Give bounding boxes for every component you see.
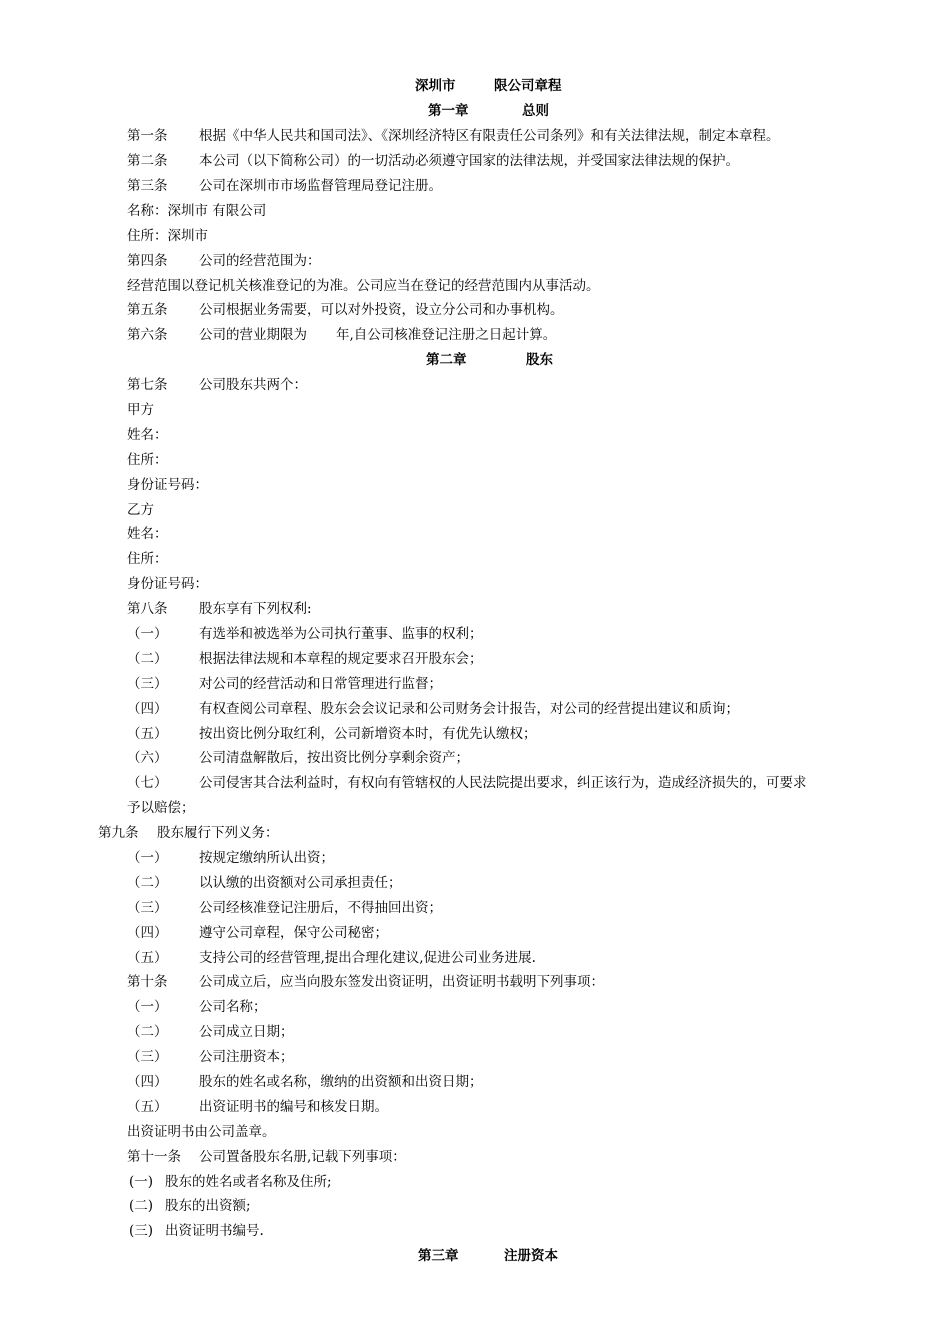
article-text: 本公司（以下简称公司）的一切活动必须遵守国家的法律法规，并受国家法律法规的保护。 [199,153,739,169]
party-a-address [0,448,950,473]
article-number: 第三条 [127,178,168,194]
list-item [0,1020,950,1045]
party-b-name-text: 姓名： [127,526,168,542]
list-item [0,771,950,796]
item-text: 公司侵害其合法利益时，有权向有管辖权的人民法院提出要求，纠正该行为，造成经济损失的，可要求 [199,775,807,791]
item-text: 有权查阅公司章程、股东会会议记录和公司财务会计报告，对公司的经营提出建议和质询； [199,701,739,717]
item-text: 有选举和被选举为公司执行董事、监事的权利； [199,626,483,642]
article-6 [0,323,950,348]
list-item [0,946,950,971]
list-item [0,746,950,771]
article-number: 第十一条 [127,1149,181,1165]
party-b-label [0,498,950,523]
item-text: 股东的出资额; [165,1198,251,1214]
item-text: 出资证明书的编号和核发日期。 [199,1099,388,1115]
title-left: 深圳市 [415,78,456,94]
item-number: (一) [129,1174,154,1190]
item-number: （五） [127,950,168,966]
party-a-text: 甲方 [127,402,154,418]
article-number: 第七条 [127,377,168,393]
company-name-text: 名称：深圳市 有限公司 [127,203,267,219]
list-item [0,1194,950,1219]
list-item [0,921,950,946]
list-item [0,647,950,672]
chapter-3-heading [0,1244,950,1269]
chapter-name: 股东 [526,352,553,368]
article-8 [0,597,950,622]
item-text: 遵守公司章程，保守公司秘密； [199,925,388,941]
chapter-2-heading [0,348,950,373]
item-number: （四） [127,1074,168,1090]
party-b-address-text: 住所： [127,551,168,567]
list-item [0,896,950,921]
item-text: 股东的姓名或者名称及住所; [165,1174,332,1190]
article-7 [0,373,950,398]
item-text: 按规定缴纳所认出资； [199,850,334,866]
seal-text: 出资证明书由公司盖章。 [127,1124,276,1140]
party-b-name [0,522,950,547]
article-number: 第六条 [127,327,168,343]
party-b-id-text: 身份证号码： [127,576,208,592]
business-scope-line [0,274,950,299]
title-right: 限公司章程 [494,78,562,94]
list-item [0,1219,950,1244]
item-text: 股东的姓名或名称，缴纳的出资额和出资日期； [199,1074,483,1090]
item-number: （四） [127,701,168,717]
article-5 [0,298,950,323]
item-number: （二） [127,875,168,891]
chapter-name: 总则 [522,103,549,119]
party-b-text: 乙方 [127,502,154,518]
item-number: （一） [127,999,168,1015]
article-3 [0,174,950,199]
list-item [0,871,950,896]
business-scope-text: 经营范围以登记机关核准登记的为准。公司应当在登记的经营范围内从事活动。 [127,278,600,294]
list-item [0,995,950,1020]
article-number: 第十条 [127,974,168,990]
list-item [0,622,950,647]
item-text: 公司成立日期； [199,1024,294,1040]
item-text: 以认缴的出资额对公司承担责任； [199,875,402,891]
company-address-line [0,224,950,249]
article-text: 根据《中华人民共和国司法》、《深圳经济特区有限责任公司条列》和有关法律法规，制定本章程。 [199,128,780,144]
seal-line [0,1120,950,1145]
list-item [0,1095,950,1120]
item-number: （五） [127,1099,168,1115]
item-number: （一） [127,626,168,642]
article-2 [0,149,950,174]
article-number: 第一条 [127,128,168,144]
article-text: 股东履行下列义务： [157,825,279,841]
party-a-name [0,423,950,448]
item-number: (二) [129,1198,154,1214]
article-text: 公司在深圳市市场监督管理局登记注册。 [199,178,442,194]
article-text: 公司的经营范围为： [199,253,321,269]
document-title [0,74,950,99]
article-10 [0,970,950,995]
article-11 [0,1145,950,1170]
article-number: 第八条 [127,601,168,617]
item-number: （三） [127,1049,168,1065]
list-item-continuation [0,796,950,821]
party-a-name-text: 姓名： [127,427,168,443]
article-number: 第五条 [127,302,168,318]
article-number: 第四条 [127,253,168,269]
article-1 [0,124,950,149]
party-b-address [0,547,950,572]
item-text: 公司经核准登记注册后，不得抽回出资； [199,900,442,916]
item-text: 对公司的经营活动和日常管理进行监督； [199,676,442,692]
item-text: 支持公司的经营管理,提出合理化建议,促进公司业务进展. [199,950,536,966]
party-a-id-text: 身份证号码： [127,477,208,493]
chapter-1-heading [0,99,950,124]
item-number: （二） [127,1024,168,1040]
item-text: 按出资比例分取红利，公司新增资本时，有优先认缴权； [199,726,537,742]
list-item [0,1170,950,1195]
item-text: 出资证明书编号. [165,1223,264,1239]
list-item [0,697,950,722]
party-b-id [0,572,950,597]
item-text: 公司清盘解散后，按出资比例分享剩余资产； [199,750,469,766]
item-text: 公司名称； [199,999,267,1015]
article-text: 公司股东共两个： [199,377,307,393]
article-number: 第二条 [127,153,168,169]
item-number: （五） [127,726,168,742]
article-text: 公司成立后，应当向股东签发出资证明，出资证明书载明下列事项： [199,974,604,990]
chapter-number: 第三章 [418,1248,459,1264]
chapter-number: 第二章 [426,352,467,368]
article-9 [0,821,950,846]
continuation-text: 予以赔偿； [127,800,195,816]
article-text-pre: 公司的营业期限为 [199,327,307,343]
party-a-label [0,398,950,423]
chapter-number: 第一章 [428,103,469,119]
list-item [0,1070,950,1095]
list-item [0,722,950,747]
article-text: 公司根据业务需要，可以对外投资，设立分公司和办事机构。 [199,302,564,318]
item-number: （三） [127,900,168,916]
company-name-line [0,199,950,224]
item-number: (三) [129,1223,154,1239]
item-number: （一） [127,850,168,866]
item-text: 根据法律法规和本章程的规定要求召开股东会； [199,651,483,667]
article-text-post: 年,自公司核准登记注册之日起计算。 [336,327,557,343]
chapter-name: 注册资本 [504,1248,558,1264]
list-item [0,846,950,871]
article-4 [0,249,950,274]
article-text: 股东享有下列权利: [199,601,312,617]
item-number: （四） [127,925,168,941]
company-address-text: 住所：深圳市 [127,228,208,244]
party-a-id [0,473,950,498]
list-item [0,1045,950,1070]
item-text: 公司注册资本； [199,1049,294,1065]
list-item [0,672,950,697]
item-number: （六） [127,750,168,766]
article-text: 公司置备股东名册,记载下列事项： [199,1149,406,1165]
article-number: 第九条 [98,825,139,841]
item-number: （七） [127,775,168,791]
item-number: （三） [127,676,168,692]
party-a-address-text: 住所： [127,452,168,468]
item-number: （二） [127,651,168,667]
